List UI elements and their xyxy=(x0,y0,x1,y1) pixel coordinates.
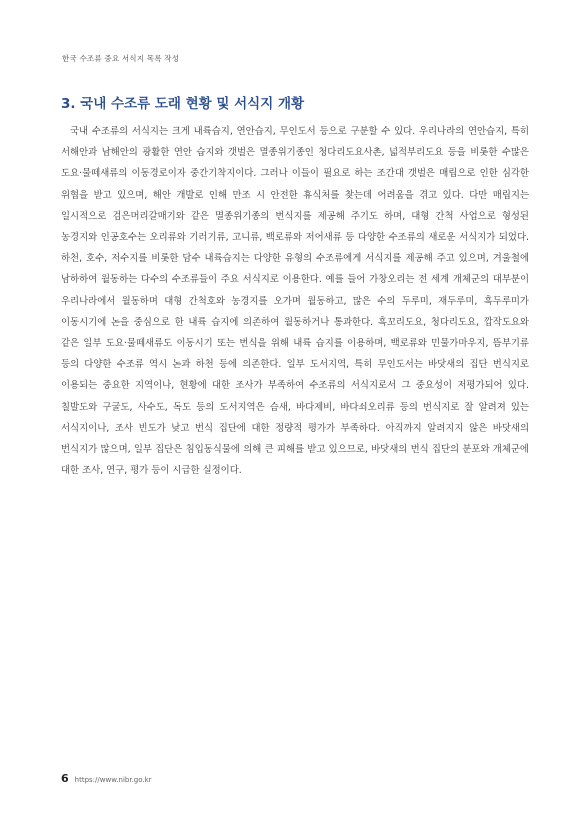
running-header: 한국 수조류 중요 서식지 목록 작성 xyxy=(62,54,180,63)
section-title: 3. 국내 수조류 도래 현황 및 서식지 개황 xyxy=(61,96,305,112)
footer-url[interactable]: https://www.nibr.go.kr xyxy=(74,776,152,784)
body-paragraph: 국내 수조류의 서식지는 크게 내륙습지, 연안습지, 무인도서 등으로 구분할 수 있다. 우리나라의 연안습지, 특히 서해안과 남해안의 광활한 연안 습지와 갯벌은 멸종위기종인 청다리도요사촌, 넓적부리도요 등을 비롯한 수많은 도요·물떼새류의 이동경로이자 중간기착지이다. 그러나 이들이 필요로 하는 조간대 갯벌은 매립으로 인한 심각한 위협을 받고 있으며, 해안 개발로 인해 만조 시 안전한 휴식처를 찾는데 어려움을 겪고 있다. 다만 매립지는 일시적으로 검은머리갈매기와 같은 멸종위기종의 번식지를 제공해 주기도 하며, 대형 간척 사업으로 형성된 농경지와 인공호수는 오리류와 기러기류, 고니류, 백로류와 저어새류 등 다양한 수조류의 새로운 서식지가 되었다. 하천, 호수, 저수지를 비롯한 담수 내륙습지는 다양한 유형의 수조류에게 서식지를 제공해 주고 있으며, 겨울철에 남하하여 월동하는 다수의 수조류들이 주요 서식지로 이용한다. 예를 들어 가창오리는 전 세계 개체군의 대부분이 우리나라에서 월동하며 대형 간척호와 농경지를 오가며 월동하고, 많은 수의 두루미, 재두루미, 흑두루미가 이동시기에 논을 중심으로 한 내륙 습지에 의존하여 월동하거나 통과한다. 흑꼬리도요, 청다리도요, 깝작도요와 같은 일부 도요·물떼새류도 이동시기 또는 번식을 위해 내륙 습지를 이용하며, 백로류와 민물가마우지, 뜸부기류 등의 다양한 수조류 역시 논과 하천 등에 의존한다. 일부 도서지역, 특히 무인도서는 바닷새의 집단 번식지로 이용되는 중요한 지역이나, 현황에 대한 조사가 부족하여 수조류의 서식지로서 그 중요성이 저평가되어 있다. 칠발도와 구굴도, 사수도, 독도 등의 도서지역은 슴새, 바다제비, 바다쇠오리류 등의 번식지로 잘 알려져 있는 서식지이나, 조사 빈도가 낮고 번식 집단에 대한 정량적 평가가 부족하다. 아직까지 알려지지 않은 바닷새의 번식지가 많으며, 일부 집단은 침입동식물에 의해 큰 피해를 받고 있으므로, 바닷새의 번식 집단의 분포와 개체군에 대한 조사, 연구, 평가 등이 시급한 실정이다. xyxy=(61,126,529,477)
page-footer xyxy=(61,772,152,785)
page-number: 6 xyxy=(61,772,69,785)
